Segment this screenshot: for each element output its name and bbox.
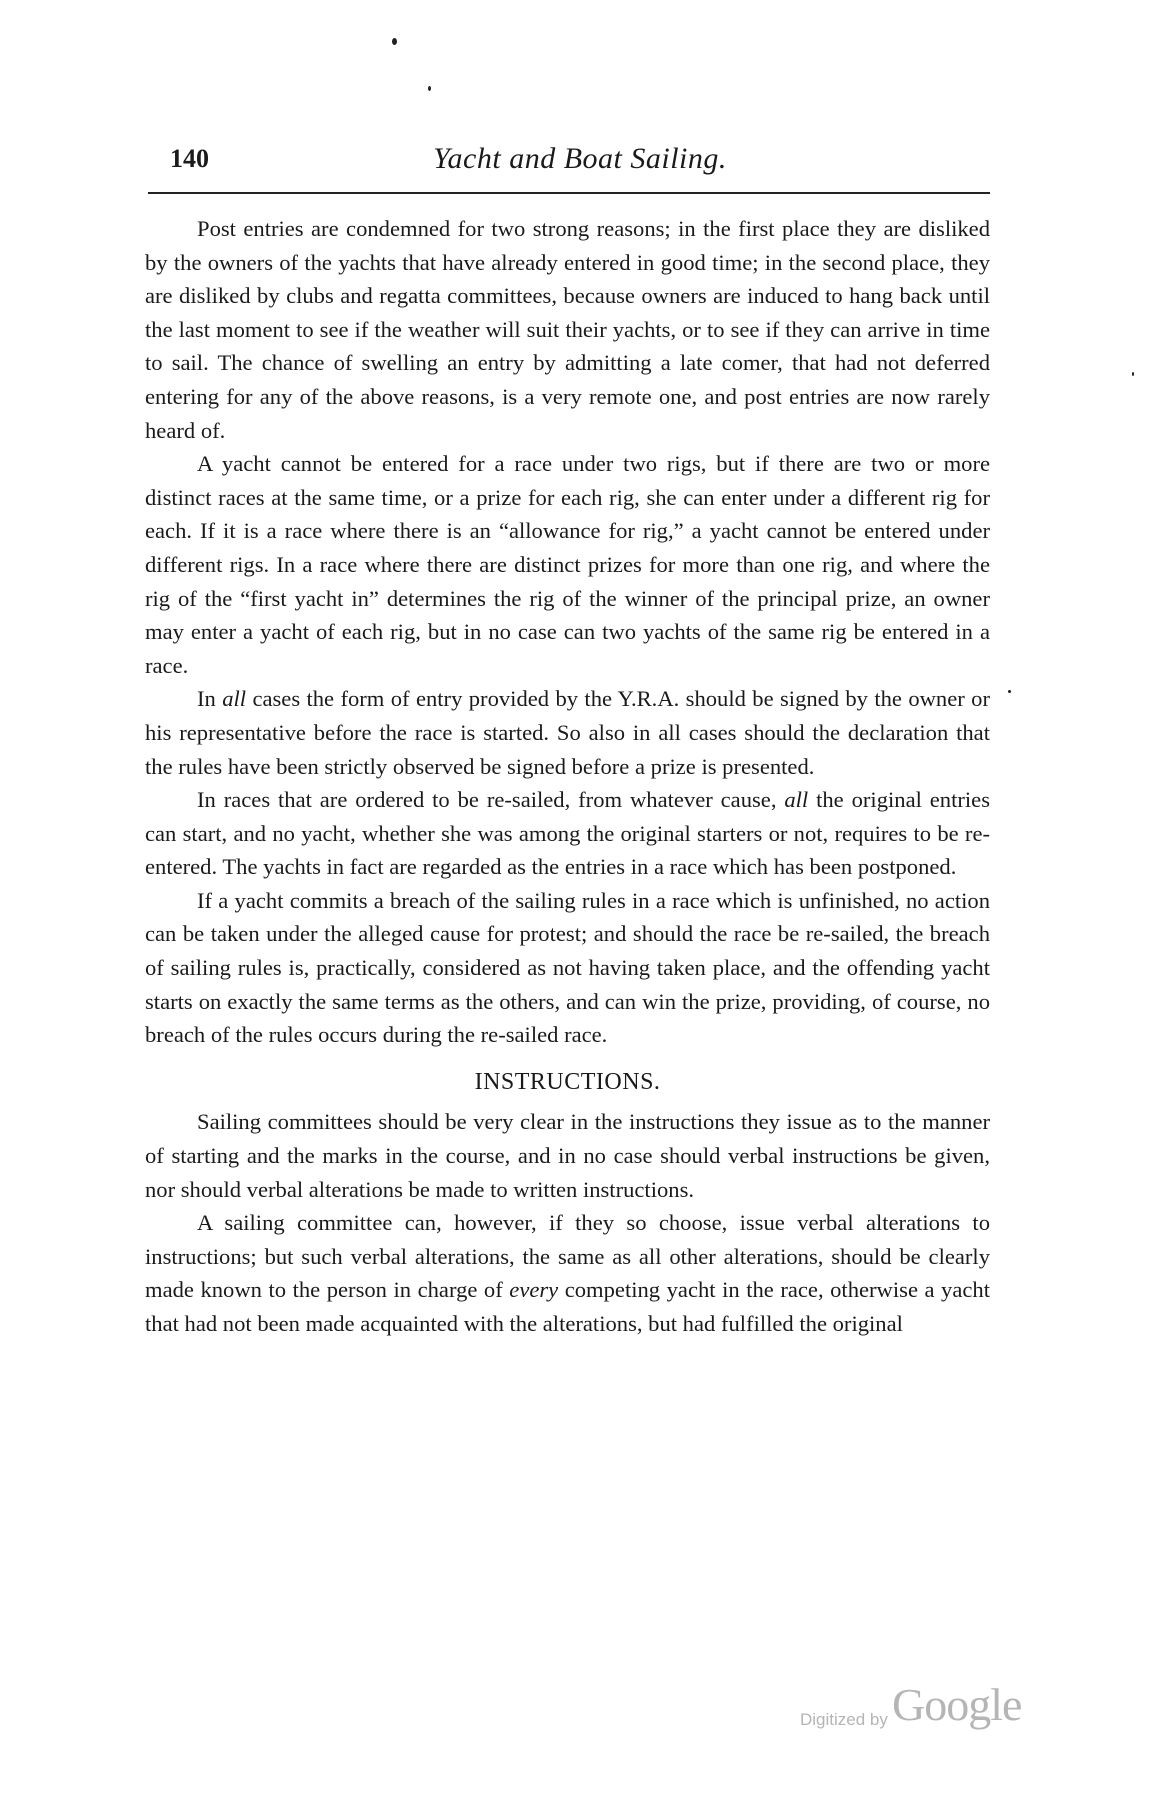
text-run: competing yacht in the race, otherwise a yacht that had not been made acquainted with the alterations, but had fulfilled the original [145, 1277, 990, 1336]
emphasis: every [509, 1277, 559, 1303]
paragraph [145, 783, 990, 884]
text-run: A sailing committee can, however, if they so choose, issue verbal alterations to instructions; but such verbal alterations, the same as all other alterations, should be clearly made known to the person in charge of [145, 1210, 990, 1303]
ink-speck [392, 38, 397, 45]
emphasis: all [222, 686, 247, 712]
page-body [145, 212, 990, 1341]
watermark-prefix: Digitized by [800, 1710, 888, 1729]
ink-speck [1008, 690, 1011, 693]
section-heading: INSTRUCTIONS. [474, 1068, 661, 1095]
text-run: In races that are ordered to be re-sailed, from whatever cause, [197, 787, 785, 813]
ink-speck [428, 86, 431, 91]
text-run: cases the form of entry provided by the Y.R.A. should be signed by the owner or his representative before the race is started. So also in all cases should the declaration that the rules have been strictly observed be signed before a prize is presented. [145, 686, 990, 779]
watermark-logo: Google [892, 1679, 1022, 1730]
ink-speck [1132, 372, 1134, 376]
paragraph: A yacht cannot be entered for a race under two rigs, but if there are two or more distinct races at the same time, or a prize for each rig, she can enter under a different rig for each. If it is a race where there is an “allowance for rig,” a yacht cannot be entered under different rigs. In a race where there are distinct prizes for more than one rig, and where the rig of the “first yacht in” determines the rig of the winner of the principal prize, an owner may enter a yacht of each rig, but in no case can two yachts of the same rig be entered in a race. [145, 451, 990, 678]
paragraph: Post entries are condemned for two strong reasons; in the first place they are disliked by the owners of the yachts that have already entered in good time; in the second place, they are disliked by clubs and regatta committees, because owners are induced to hang back until the last moment to see if the weather will suit their yachts, or to see if they can arrive in time to sail. The chance of swelling an entry by admitting a late comer, that had not deferred entering for any of the above reasons, is a very remote one, and post entries are now rarely heard of. [145, 216, 990, 443]
header-rule [148, 192, 990, 194]
paragraph [145, 682, 990, 783]
emphasis: all [784, 787, 809, 813]
paragraph: If a yacht commits a breach of the sailing rules in a race which is unfinished, no action can be taken under the alleged cause for protest; and should the race be re-sailed, the breach of sailing rules is, practically, considered as not having taken place, and the offending yacht starts on exactly the same terms as the others, and can win the prize, providing, of course, no breach of the rules occurs during the re-sailed race. [145, 887, 990, 1048]
digitized-watermark [800, 1678, 1040, 1738]
running-title: Yacht and Boat Sailing. [433, 142, 727, 175]
paragraph [145, 1206, 990, 1340]
text-run: the original entries can start, and no yacht, whether she was among the original starters or not, requires to be re-entered. The yachts in fact are regarded as the entries in a race which has been postponed. [145, 787, 990, 880]
page-header [170, 140, 990, 188]
text-run: In [197, 686, 223, 712]
page-number: 140 [170, 144, 209, 173]
paragraph: Sailing committees should be very clear in the instructions they issue as to the manner of starting and the marks in the course, and in no case should verbal instructions be given, nor should verbal alterations be made to written instructions. [145, 1109, 990, 1202]
